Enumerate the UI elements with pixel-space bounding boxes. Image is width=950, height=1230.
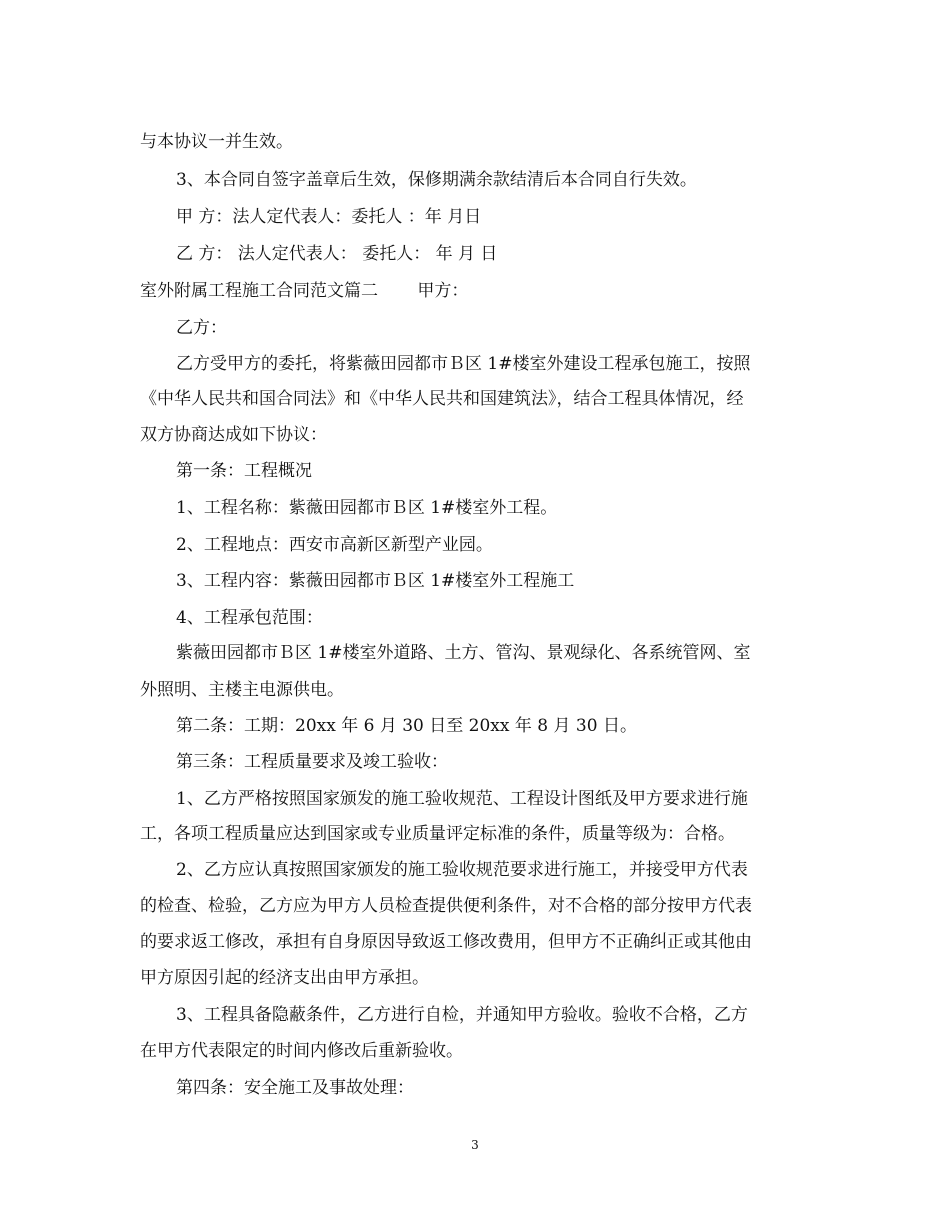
- text-line: 工，各项工程质量应达到国家或专业质量评定标准的条件，质量等级为：合格。: [140, 824, 735, 844]
- text-line: 3、工程内容：紫薇田园都市Ｂ区 1#楼室外工程施工: [176, 571, 575, 591]
- text-line: 甲 方：法人定代表人：委托人 ：年 月日: [176, 207, 482, 227]
- text-line: 4、工程承包范围：: [176, 608, 323, 628]
- text-line: 1、工程名称：紫薇田园都市Ｂ区 1#楼室外工程。: [176, 498, 558, 518]
- text-line: 第三条：工程质量要求及竣工验收：: [176, 752, 448, 772]
- text-line: 3、本合同自签字盖章后生效，保修期满余款结清后本合同自行失效。: [176, 170, 697, 190]
- text-line: 2、乙方应认真按照国家颁发的施工验收规范要求进行施工，并接受甲方代表: [176, 860, 748, 880]
- text-line: 外照明、主楼主电源供电。: [140, 680, 344, 700]
- text-line: 第一条：工程概况: [176, 461, 312, 481]
- text-line: 乙方受甲方的委托，将紫薇田园都市Ｂ区 1#楼室外建设工程承包施工，按照: [176, 354, 751, 374]
- text-line: 的要求返工修改，承担有自身原因导致返工修改费用，但甲方不正确纠正或其他由: [140, 932, 752, 952]
- text-line: 的检查、检验，乙方应为甲方人员检查提供便利条件，对不合格的部分按甲方代表: [140, 896, 752, 916]
- text-line: 第四条：安全施工及事故处理：: [176, 1078, 414, 1098]
- text-line: 在甲方代表限定的时间内修改后重新验收。: [140, 1041, 463, 1061]
- section-heading: 室外附属工程施工合同范文篇二 甲方：: [140, 281, 469, 301]
- text-line: 与本协议一并生效。: [140, 132, 293, 152]
- page-number: 3: [471, 1138, 479, 1152]
- text-line: 甲方原因引起的经济支出由甲方承担。: [140, 968, 429, 988]
- text-line: 1、乙方严格按照国家颁发的施工验收规范、工程设计图纸及甲方要求进行施: [176, 789, 748, 809]
- text-line: 紫薇田园都市Ｂ区 1#楼室外道路、土方、管沟、景观绿化、各系统管网、室: [176, 643, 751, 663]
- text-line: 第二条：工期：20xx 年 6 月 30 日至 20xx 年 8 月 30 日。: [176, 716, 637, 736]
- text-line: 2、工程地点：西安市高新区新型产业园。: [176, 535, 493, 555]
- text-line: 双方协商达成如下协议：: [140, 425, 327, 445]
- text-line: 乙 方： 法人定代表人： 委托人： 年 月 日: [176, 244, 498, 264]
- text-line: 《中华人民共和国合同法》和《中华人民共和国建筑法》，结合工程具体情况，经: [140, 389, 744, 409]
- text-line: 3、工程具备隐蔽条件，乙方进行自检，并通知甲方验收。验收不合格，乙方: [176, 1005, 748, 1025]
- text-line: 乙方：: [176, 318, 227, 338]
